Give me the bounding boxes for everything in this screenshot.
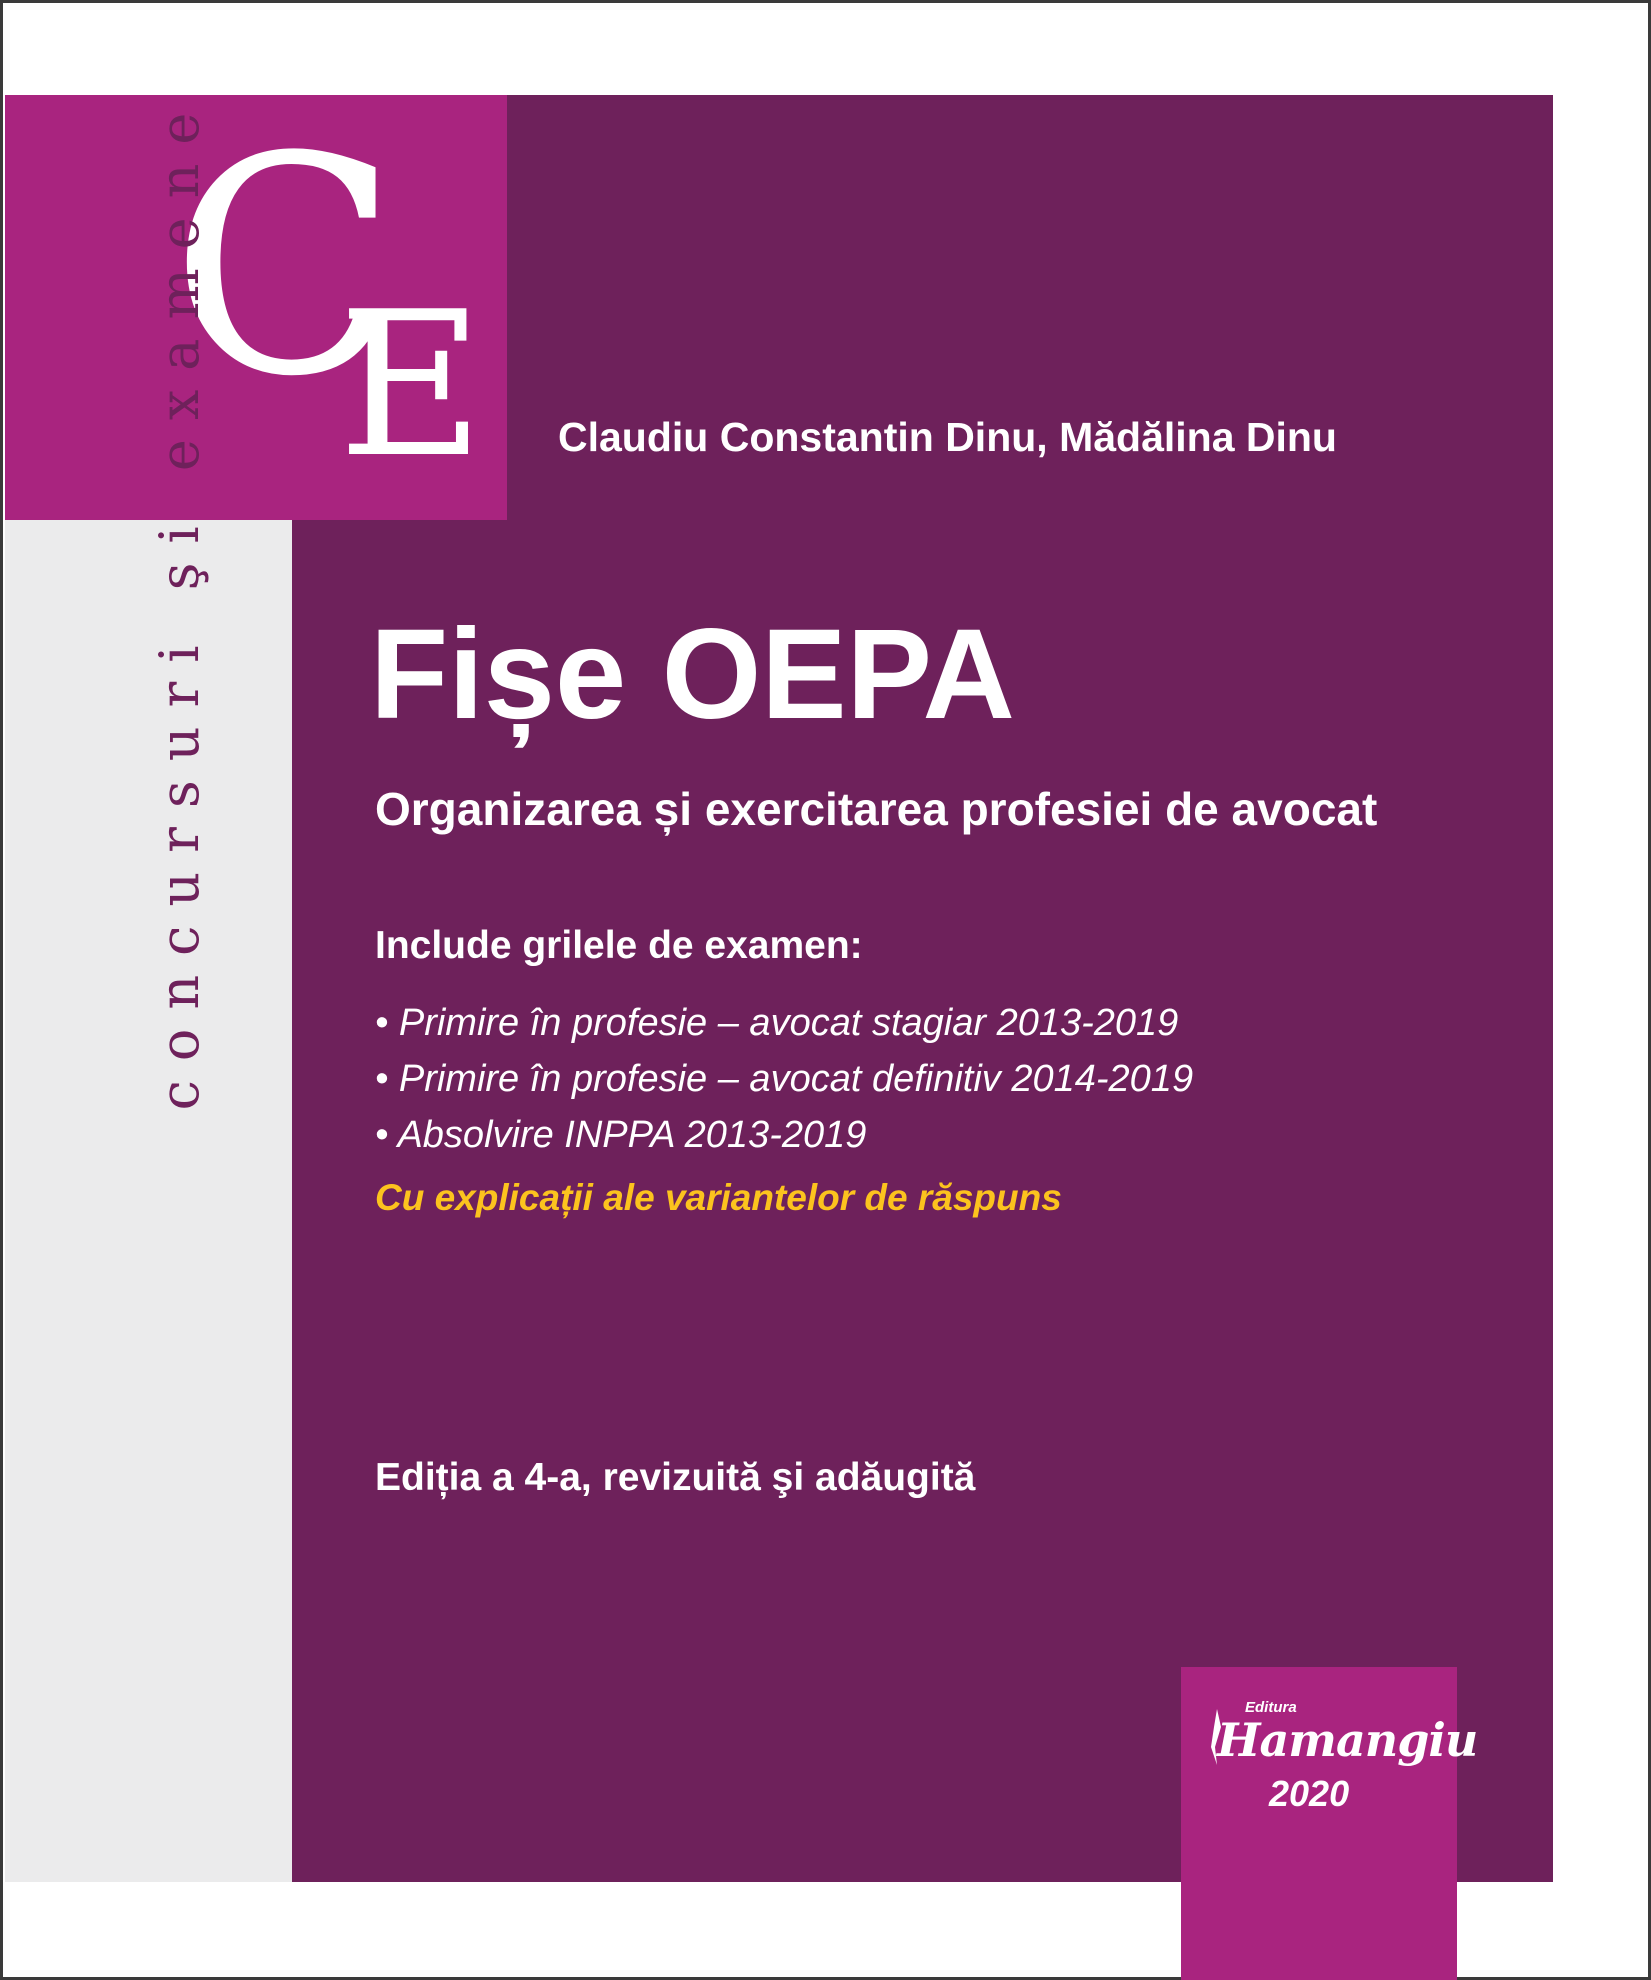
book-subtitle: Organizarea și exercitarea profesiei de avocat (375, 783, 1378, 835)
publisher-name: Hamangiu (1217, 1713, 1478, 1767)
publication-year: 2020 (1269, 1773, 1350, 1814)
includes-label: Include grilele de examen: (375, 924, 863, 967)
publisher-logo (1181, 1667, 1478, 1980)
series-label-vertical: concursuri şi examene (148, 93, 211, 1111)
exam-list-item: • Primire în profesie – avocat stagiar 2013-2019 (375, 1002, 1179, 1044)
series-logo-letter-e: E (338, 269, 484, 502)
book-title: Fișe OEPA (370, 603, 1015, 746)
exam-list-item: • Absolvire INPPA 2013-2019 (375, 1114, 867, 1156)
exam-list (375, 995, 1193, 1163)
publisher-prefix: Editura (1245, 1699, 1297, 1716)
explanations-highlight: Cu explicații ale variantelor de răspuns (375, 1177, 1062, 1218)
authors: Claudiu Constantin Dinu, Mădălina Dinu (558, 414, 1337, 460)
series-logo-letter-c: C (170, 93, 390, 442)
edition-note: Ediția a 4-a, revizuită şi adăugită (375, 1456, 976, 1499)
exam-list-item: • Primire în profesie – avocat definitiv 2014-2019 (375, 1058, 1194, 1100)
